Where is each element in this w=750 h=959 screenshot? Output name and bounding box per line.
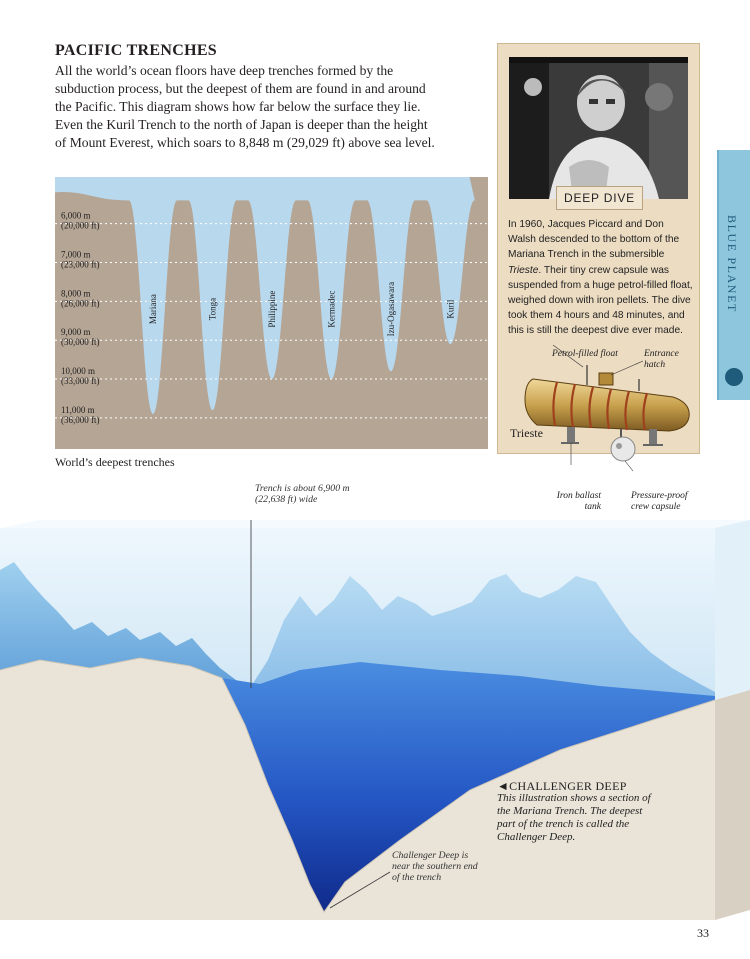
y-tick-label: 10,000 m [61,366,96,377]
page-number: 33 [697,926,709,940]
trench-chart-svg [55,177,488,449]
y-tick-label-ft: (26,000 ft) [61,298,100,309]
intro-paragraph: All the world’s ocean floors have deep trenches formed by the subduction process, but the deepest of them are found in and around the Pacific. This diagram shows how far below the surface they lie. Even the Kuril Trench to the north of Japan is deeper than the height of Mount Everest, which soars to 8,848 m (29,029 ft) above sea level. [55,63,435,150]
y-tick-label-ft: (33,000 ft) [61,376,100,387]
trench-cross-section [0,520,750,920]
y-tick-label: 8,000 m [61,288,91,299]
ballast-label: Iron ballast tank [556,491,601,512]
float-label: Petrol-filled float [552,349,618,359]
y-tick-label-ft: (36,000 ft) [61,414,100,425]
wave-icon [725,368,743,386]
trench-label: Kuril [445,299,456,319]
y-tick-label-ft: (30,000 ft) [61,337,100,348]
deep-dive-text: In 1960, Jacques Piccard and Don Walsh descended to the bottom of the Mariana Trench in the submersible Trieste. Their tiny crew capsule was suspended from a huge petrol-filled float, weighed down with iron pellets. The dive took them 4 hours and 48 minutes, and this is still the deepest dive ever made. [508,219,693,337]
y-tick-label: 9,000 m [61,327,91,338]
section-heading: PACIFIC TRENCHES [55,42,218,59]
trench-label: Izu-Ogasawara [386,281,396,337]
y-tick-label: 7,000 m [61,249,91,260]
trench-chart [55,177,488,449]
trieste-label: Trieste [510,426,543,440]
capsule-label: Pressure-proof crew capsule [631,491,688,512]
challenger-deep-note: Challenger Deep is near the southern end of the trench [392,850,478,883]
chart-caption: World’s deepest trenches [55,455,175,469]
hatch-label: Entrance hatch [644,349,679,370]
trench-label: Tonga [207,297,218,321]
challenger-deep-heading: ◄CHALLENGER DEEP [497,779,627,793]
trench-label: Kermadec [326,290,337,328]
y-tick-label: 11,000 m [61,404,95,415]
challenger-deep-caption: This illustration shows a section of the Mariana Trench. The deepest part of the trench is called the Challenger Deep. [497,792,651,843]
y-tick-label-ft: (20,000 ft) [61,220,100,231]
trench-width-note: Trench is about 6,900 m (22,638 ft) wide [255,483,350,505]
explorer-photo [509,57,688,199]
y-tick-label: 6,000 m [61,210,91,221]
trench-label: Mariana [148,294,158,325]
deep-dive-title: DEEP DIVE [556,186,643,210]
y-tick-label-ft: (23,000 ft) [61,259,100,270]
chapter-tab-label: BLUE PLANET [725,215,739,313]
trench-label: Philippine [267,290,277,328]
